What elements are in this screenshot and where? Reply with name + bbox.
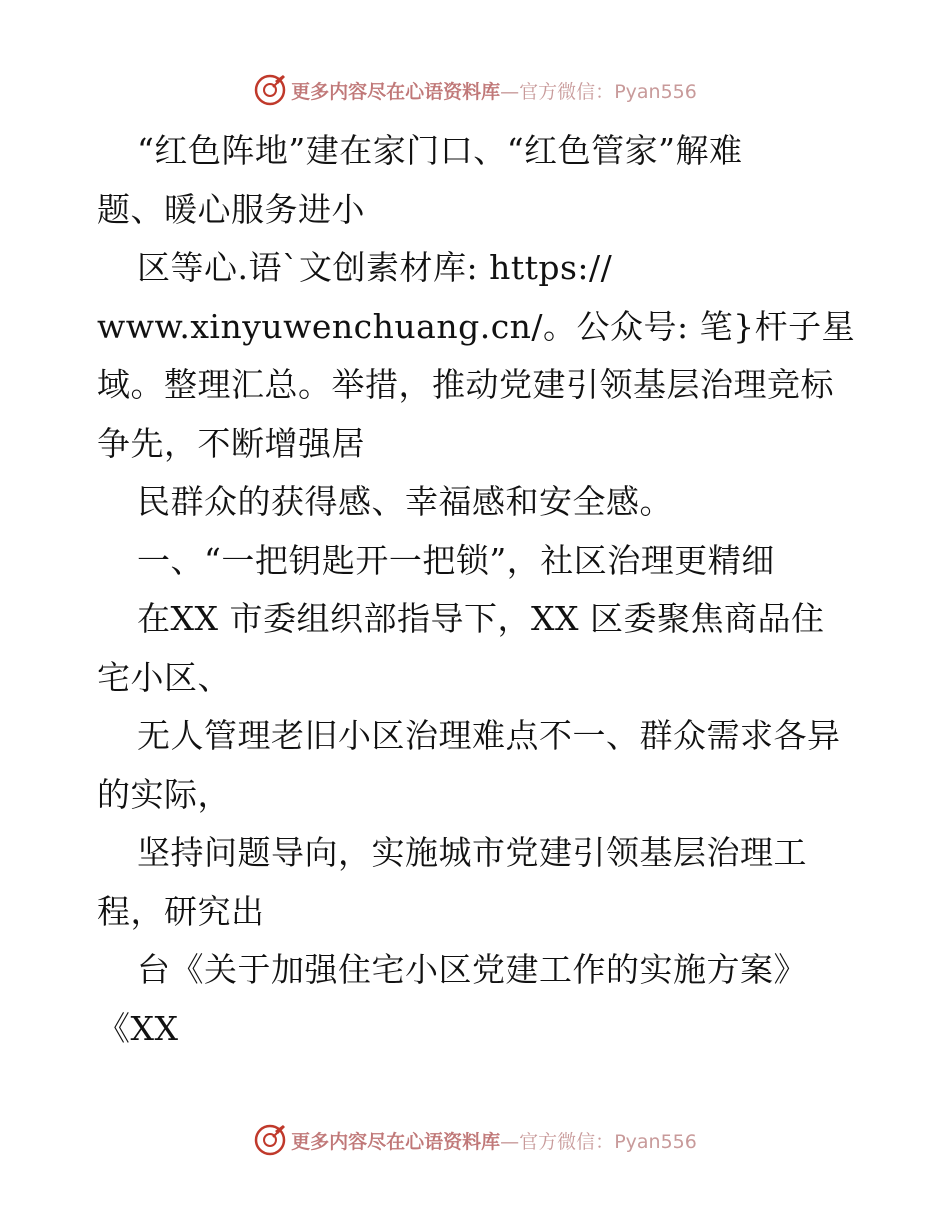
document-body	[97, 122, 867, 1058]
body-line: 程，研究出	[97, 891, 265, 931]
footer-contact-id: Pyan556	[614, 1130, 697, 1153]
footer-banner-text	[291, 1127, 697, 1154]
footer-banner	[0, 1120, 950, 1160]
header-brand: 更多内容尽在心语资料库	[291, 80, 501, 103]
body-line: 宅小区、	[97, 657, 231, 697]
footer-separator: —	[500, 1130, 520, 1153]
footer-contact-label: 官方微信：	[519, 1130, 615, 1153]
body-line: 台《关于加强住宅小区党建工作的实施方案》	[137, 950, 807, 989]
body-line: 《XX	[97, 1008, 179, 1048]
body-line: 在XX 市委组织部指导下，XX 区委聚焦商品住	[137, 599, 825, 638]
footer-brand: 更多内容尽在心语资料库	[291, 1130, 501, 1153]
pen-logo-icon	[253, 1123, 287, 1157]
body-line: 一、“一把钥匙开一把锁”，社区治理更精细	[137, 540, 775, 580]
body-line: 的实际，	[97, 774, 231, 814]
body-line: 民群众的获得感、幸福感和安全感。	[137, 482, 673, 521]
body-line: 域。整理汇总。举措，推动党建引领基层治理竞标	[97, 365, 834, 404]
pen-logo-icon	[253, 73, 287, 107]
body-line: 题、暖心服务进小	[97, 189, 365, 229]
header-contact-id: Pyan556	[614, 80, 697, 103]
header-banner	[0, 70, 950, 110]
body-line: “红色阵地”建在家门口、“红色管家”解难	[137, 131, 743, 170]
header-banner-text	[291, 77, 697, 104]
body-line: 区等心.语`文创素材库: https://	[137, 248, 613, 287]
body-line: 无人管理老旧小区治理难点不一、群众需求各异	[137, 716, 841, 755]
header-separator: —	[500, 80, 520, 103]
header-contact-label: 官方微信：	[519, 80, 615, 103]
body-line: 争先，不断增强居	[97, 423, 365, 463]
body-line: www.xinyuwenchuang.cn/。公众号: 笔}杆子星	[97, 306, 856, 346]
body-line: 坚持问题导向，实施城市党建引领基层治理工	[137, 833, 807, 872]
